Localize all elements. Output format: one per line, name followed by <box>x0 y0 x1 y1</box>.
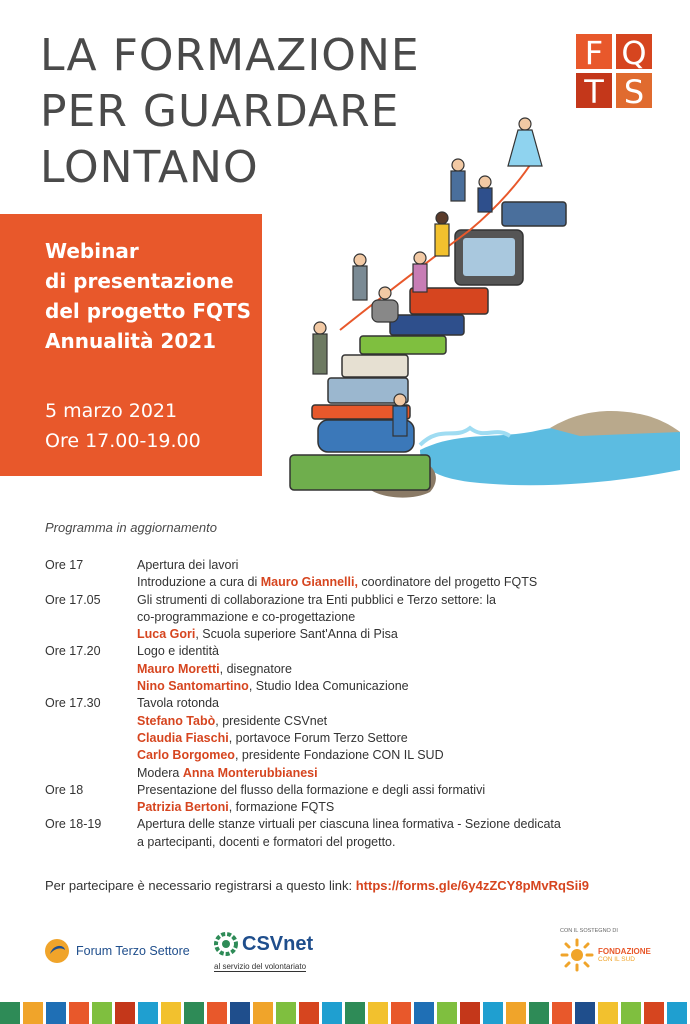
climber-top-dress <box>508 130 542 166</box>
schedule-time: Ore 17.05 <box>45 592 101 607</box>
title-line-2: PER GUARDARE <box>40 86 400 137</box>
strip-segment <box>0 1002 20 1024</box>
speaker-name: Luca Gori <box>137 627 196 642</box>
schedule-line <box>137 816 665 833</box>
webinar-date: 5 marzo 2021 <box>45 400 178 422</box>
registration-text: Per partecipare è necessario registrarsi a questo link: <box>45 878 356 893</box>
schedule-text: , presidente CSVnet <box>215 713 328 728</box>
strip-segment <box>46 1002 66 1024</box>
schedule-description <box>137 816 665 851</box>
schedule-line <box>137 557 665 574</box>
climber-2-head <box>314 322 326 334</box>
schedule-description <box>137 782 665 817</box>
book-1 <box>290 455 430 490</box>
strip-segment <box>667 1002 687 1024</box>
schedule-text: , disegnatore <box>219 661 292 676</box>
schedule-text: , portavoce Forum Terzo Settore <box>228 730 408 745</box>
webinar-box <box>0 214 262 476</box>
book-5 <box>342 355 408 377</box>
schedule-line <box>137 695 665 712</box>
schedule-line <box>137 592 665 609</box>
speaker-name: Nino Santomartino <box>137 679 249 694</box>
webinar-line-4: Annualità 2021 <box>45 329 217 353</box>
schedule-row <box>45 592 665 644</box>
forum-terzo-settore-logo <box>44 938 190 964</box>
climber-6-head <box>436 212 448 224</box>
registration-link[interactable]: https://forms.gle/6y4zZCY8pMvRqSii9 <box>355 878 590 893</box>
title-line-1: LA FORMAZIONE <box>40 30 420 81</box>
csvnet-tagline: al servizio del volontariato <box>214 962 307 971</box>
csvnet-flower-icon <box>214 932 238 956</box>
strip-segment <box>575 1002 595 1024</box>
schedule-text: Apertura delle stanze virtuali per ciascuna linea formativa - Sezione dedicata <box>137 817 561 832</box>
schedule-line <box>137 661 665 678</box>
speaker-name: Stefano Tabò <box>137 713 216 728</box>
climber-5-body <box>413 264 427 292</box>
schedule-text: Presentazione del flusso della formazione e degli assi formativi <box>137 782 486 797</box>
strip-segment <box>23 1002 43 1024</box>
strip-segment <box>506 1002 526 1024</box>
schedule-line <box>137 574 665 591</box>
schedule-text: Modera <box>137 765 183 780</box>
schedule <box>45 557 665 851</box>
climber-7-head <box>452 159 464 171</box>
speaker-name: Carlo Borgomeo <box>137 748 235 763</box>
strip-segment <box>230 1002 250 1024</box>
strip-segment <box>138 1002 158 1024</box>
strip-segment <box>391 1002 411 1024</box>
color-strip <box>0 1002 690 1024</box>
schedule-description <box>137 643 665 695</box>
schedule-text: , formazione FQTS <box>228 800 335 815</box>
registration-line <box>45 878 589 893</box>
schedule-line <box>137 713 665 730</box>
strip-segment <box>322 1002 342 1024</box>
strip-segment <box>621 1002 641 1024</box>
schedule-line <box>137 782 665 799</box>
climber-7-body <box>451 171 465 201</box>
strip-segment <box>460 1002 480 1024</box>
schedule-text: , Scuola superiore Sant'Anna di Pisa <box>195 627 398 642</box>
schedule-text: , presidente Fondazione CON IL SUD <box>234 748 444 763</box>
schedule-row <box>45 782 665 817</box>
schedule-time: Ore 18-19 <box>45 817 102 832</box>
logo-letter-s: S <box>623 73 645 108</box>
forum-name: Forum Terzo Settore <box>76 944 190 958</box>
schedule-line <box>137 834 665 851</box>
schedule-time: Ore 17.30 <box>45 696 101 711</box>
climber-top-head <box>519 118 531 130</box>
book-7 <box>390 315 464 335</box>
strip-segment <box>414 1002 434 1024</box>
webinar-datetime <box>45 396 201 456</box>
schedule-description <box>137 695 665 781</box>
book-6 <box>360 336 446 354</box>
strip-segment <box>529 1002 549 1024</box>
schedule-text: Logo e identità <box>137 644 220 659</box>
schedule-time: Ore 17 <box>45 558 84 572</box>
climber-3-body <box>353 266 367 300</box>
schedule-row <box>45 695 665 781</box>
schedule-row <box>45 557 665 592</box>
climber-8-head <box>479 176 491 188</box>
headland <box>550 411 680 436</box>
logo-letter-t: T <box>584 73 604 108</box>
fcs-sub: CON IL SUD <box>598 955 635 963</box>
webinar-heading <box>45 236 251 356</box>
schedule-text: Apertura dei lavori <box>137 558 239 572</box>
schedule-description <box>137 592 665 644</box>
webinar-line-3: del progetto FQTS <box>45 299 252 323</box>
strip-segment <box>253 1002 273 1024</box>
fondazione-con-il-sud-logo <box>560 928 651 972</box>
strip-segment <box>345 1002 365 1024</box>
speaker-name: Anna Monterubbianesi <box>182 765 318 780</box>
book-10 <box>502 202 566 226</box>
schedule-line <box>137 626 665 643</box>
schedule-line <box>137 799 665 816</box>
csvnet-logo <box>214 932 313 974</box>
strip-segment <box>552 1002 572 1024</box>
programma-note: Programma in aggiornamento <box>45 520 217 535</box>
csvnet-name: CSVnet <box>242 932 314 955</box>
climber-1-body <box>393 406 407 436</box>
schedule-description <box>137 557 665 592</box>
schedule-text: a partecipanti, docenti e formatori del progetto. <box>137 834 396 849</box>
fcs-sostegno-label: CON IL SOSTEGNO DI <box>560 928 618 934</box>
speaker-name: Mauro Giannelli, <box>260 575 358 590</box>
strip-segment <box>161 1002 181 1024</box>
schedule-row <box>45 643 665 695</box>
speaker-name: Claudia Fiaschi <box>137 730 229 745</box>
schedule-text: co-programmazione e co-progettazione <box>137 609 356 624</box>
schedule-row <box>45 816 665 851</box>
logo-letter-f: F <box>584 34 604 72</box>
climber-2-body <box>313 334 327 374</box>
climber-3-head <box>354 254 366 266</box>
strip-segment <box>299 1002 319 1024</box>
strip-segment <box>92 1002 112 1024</box>
books-staircase-illustration <box>280 110 690 510</box>
fcs-name: FONDAZIONE <box>598 946 651 956</box>
schedule-time: Ore 17.20 <box>45 644 101 659</box>
strip-segment <box>115 1002 135 1024</box>
schedule-text: coordinatore del progetto FQTS <box>357 575 538 590</box>
climber-1-head <box>394 394 406 406</box>
strip-segment <box>598 1002 618 1024</box>
sun-icon <box>560 938 594 972</box>
wheelchair <box>372 300 398 322</box>
schedule-line <box>137 643 665 660</box>
schedule-text: Gli strumenti di collaborazione tra Enti pubblici e Terzo settore: la <box>137 592 496 607</box>
strip-segment <box>483 1002 503 1024</box>
webinar-time: Ore 17.00-19.00 <box>45 430 201 452</box>
schedule-line <box>137 765 665 782</box>
strip-segment <box>437 1002 457 1024</box>
schedule-text: Introduzione a cura di <box>137 575 261 590</box>
strip-segment <box>69 1002 89 1024</box>
schedule-line <box>137 609 665 626</box>
schedule-line <box>137 747 665 764</box>
strip-segment <box>368 1002 388 1024</box>
fqts-logo <box>576 34 652 108</box>
speaker-name: Patrizia Bertoni <box>137 800 229 815</box>
climber-4-head <box>379 287 391 299</box>
strip-segment <box>276 1002 296 1024</box>
speaker-name: Mauro Moretti <box>137 661 220 676</box>
schedule-line <box>137 730 665 747</box>
climber-5-head <box>414 252 426 264</box>
strip-segment <box>184 1002 204 1024</box>
sea-waves <box>420 426 680 485</box>
schedule-text: Tavola rotonda <box>137 696 220 711</box>
webinar-line-1: Webinar <box>45 239 139 263</box>
webinar-line-2: di presentazione <box>45 269 234 293</box>
climber-6-body <box>435 224 449 256</box>
strip-segment <box>207 1002 227 1024</box>
forum-swirl-icon <box>44 938 70 964</box>
schedule-line <box>137 678 665 695</box>
logo-letter-q: Q <box>621 34 647 72</box>
schedule-text: , Studio Idea Comunicazione <box>248 679 409 694</box>
strip-segment <box>644 1002 664 1024</box>
climber-8-body <box>478 188 492 212</box>
book-9-screen <box>463 238 515 276</box>
schedule-time: Ore 18 <box>45 782 84 797</box>
title-line-3: LONTANO <box>40 142 259 193</box>
